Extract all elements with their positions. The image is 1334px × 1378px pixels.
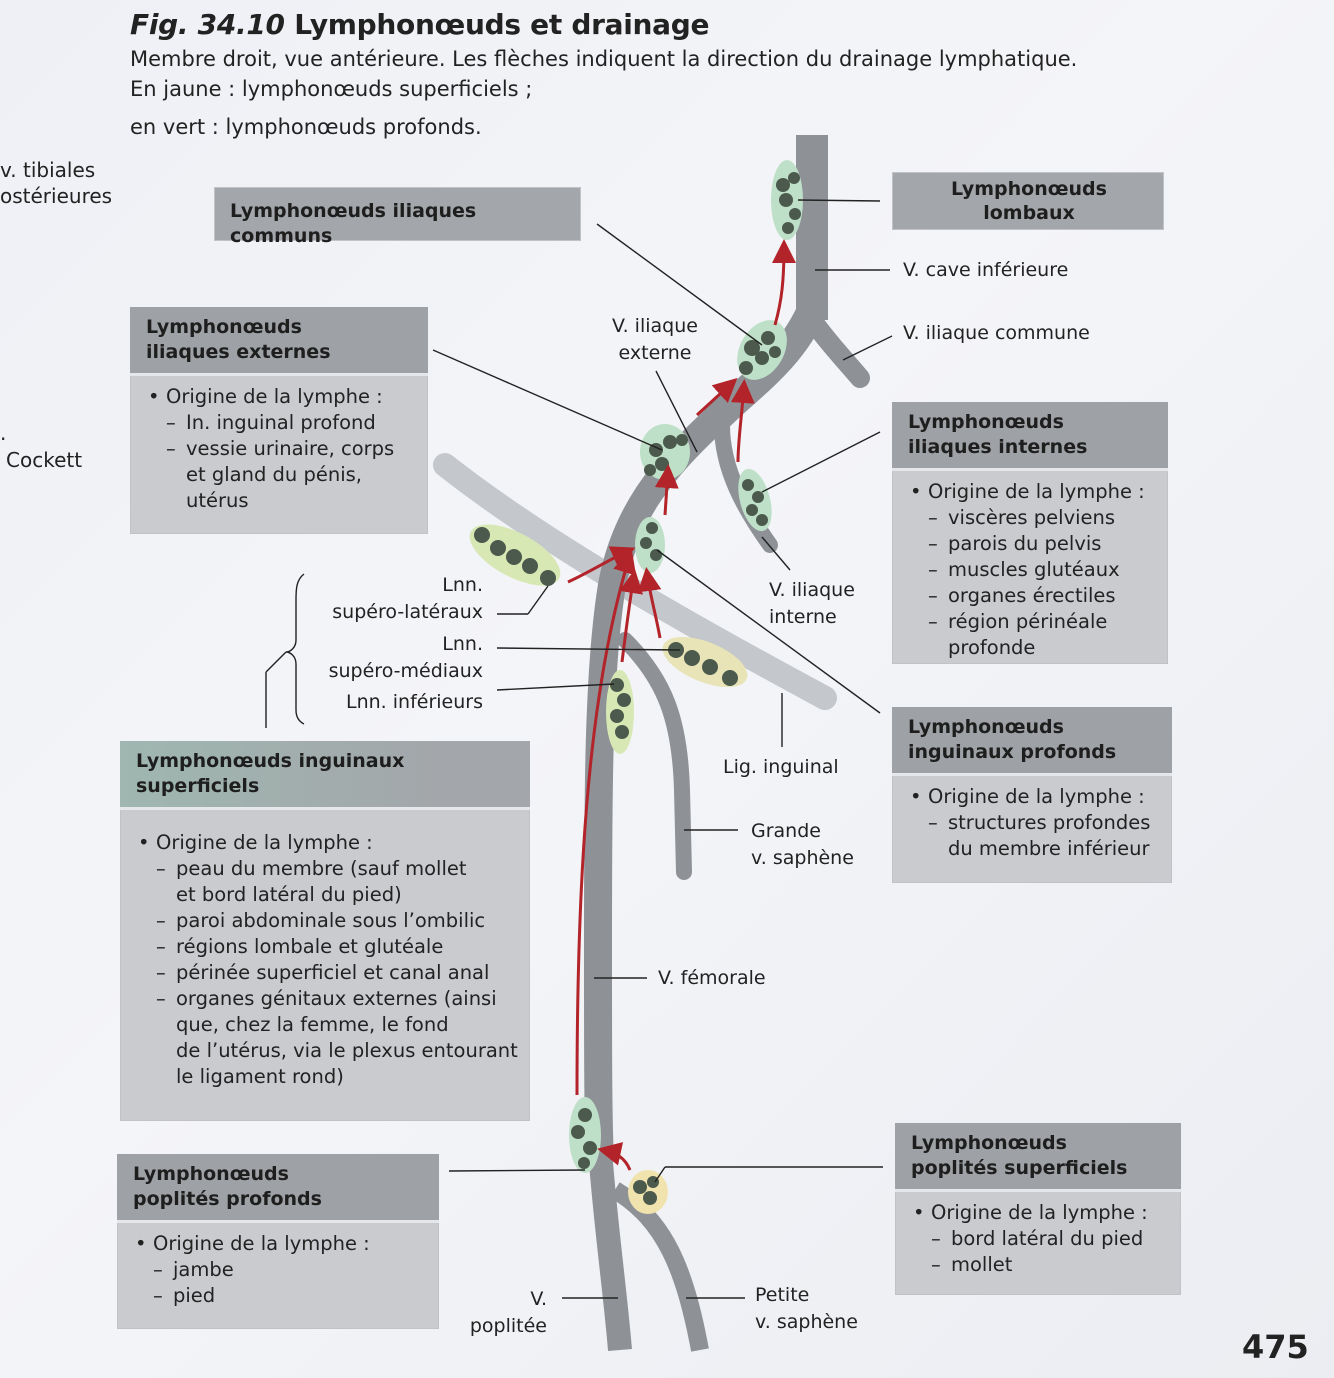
lymph-origin-heading: • Origine de la lymphe : — [911, 1200, 1171, 1226]
list-item-continuation: du membre inférieur — [948, 837, 1150, 860]
lymph-origin-heading: • Origine de la lymphe : — [908, 784, 1162, 810]
box-inguinaux-profonds-title — [892, 707, 1172, 773]
label-grande-v-saphene — [751, 818, 854, 872]
box-iliaques-internes-title-line-1: Lymphonœuds — [908, 411, 1064, 433]
lymph-origin-heading: • Origine de la lymphe : — [133, 1231, 429, 1257]
figure-subtitle-line-1: Membre droit, vue antérieure. Les flèches indiquent la direction du drainage lymphatique. — [130, 47, 1078, 71]
label-petite-v-saphene — [755, 1282, 858, 1336]
box-inguinaux-profonds-body — [892, 773, 1172, 870]
box-iliaques-internes-title — [892, 402, 1168, 468]
label-v-poplitee-line-2: poplitée — [469, 1315, 547, 1337]
figure-subtitle-line-3: en vert : lymphonœuds profonds. — [130, 115, 482, 139]
list-item: – bord latéral du pied — [911, 1226, 1171, 1252]
box-iliaques-internes-body — [892, 468, 1168, 669]
figure-title-text: Lymphonœuds et drainage — [294, 8, 710, 41]
box-inguinaux-profonds-title-line-1: Lymphonœuds — [908, 716, 1064, 738]
box-poplites-profonds-title-line-1: Lymphonœuds — [133, 1163, 289, 1185]
box-lombaux-title-line-2: lombaux — [983, 202, 1075, 224]
box-inguinaux-superficiels — [120, 741, 530, 1121]
box-inguinaux-profonds — [892, 707, 1172, 883]
lymph-origin-heading: • Origine de la lymphe : — [146, 384, 418, 410]
lymph-origin-heading: • Origine de la lymphe : — [908, 479, 1158, 505]
box-iliaques-externes — [130, 307, 428, 534]
list-item: – muscles glutéaux — [908, 557, 1158, 583]
label-petite-v-saphene-line-2: v. saphène — [755, 1311, 858, 1333]
list-item-continuation: et gland du pénis, — [186, 463, 362, 486]
popliteal-vein — [600, 1150, 620, 1350]
label-lnn-supero-lateraux — [310, 572, 483, 626]
box-lombaux-title — [892, 172, 1164, 233]
label-grande-v-saphene-line-2: v. saphène — [751, 847, 854, 869]
list-item: – In. inguinal profond — [146, 410, 418, 436]
box-poplites-profonds — [117, 1154, 439, 1329]
box-poplites-superficiels-body — [895, 1189, 1181, 1286]
label-v-iliaque-externe-line-2: externe — [618, 342, 692, 364]
box-poplites-superficiels-title — [895, 1123, 1181, 1189]
list-item-continuation: utérus — [186, 489, 249, 512]
label-lnn-supero-mediaux — [310, 631, 483, 685]
box-iliaques-externes-title — [130, 307, 428, 373]
label-lnn-supero-mediaux-line-2: supéro-médiaux — [328, 660, 483, 682]
list-item: – paroi abdominale sous l’ombilic — [136, 908, 520, 934]
great-saphenous-vein — [625, 640, 684, 872]
list-item: – pied — [133, 1283, 429, 1309]
list-item-continuation: que, chez la femme, le fond — [176, 1013, 449, 1036]
box-iliaques-internes-title-line-2: iliaques internes — [908, 436, 1088, 458]
label-lnn-supero-lateraux-line-2: supéro-latéraux — [332, 601, 483, 623]
box-iliaques-communs — [214, 187, 581, 247]
label-grande-v-saphene-line-1: Grande — [751, 820, 821, 842]
box-lombaux-title-line-1: Lymphonœuds — [951, 178, 1107, 200]
box-poplites-profonds-title-line-2: poplités profonds — [133, 1188, 322, 1210]
box-poplites-profonds-title — [117, 1154, 439, 1220]
margin-text-1: v. tibiales — [0, 158, 96, 182]
label-v-poplitee — [450, 1286, 547, 1340]
list-item: – organes érectiles — [908, 583, 1158, 609]
list-item: – structures profondes — [908, 810, 1162, 836]
list-item: – mollet — [911, 1252, 1171, 1278]
box-inguinaux-superficiels-title — [120, 741, 530, 807]
list-item-continuation: profonde — [948, 636, 1036, 659]
box-inguinaux-superficiels-body — [120, 807, 530, 1098]
margin-text-2: ostérieures — [0, 184, 113, 208]
label-v-cave-inferieure: V. cave inférieure — [903, 259, 1069, 281]
list-item: – périnée superficiel et canal anal — [136, 960, 520, 986]
label-v-femorale: V. fémorale — [658, 967, 766, 989]
list-item: – vessie urinaire, corps — [146, 436, 418, 462]
list-item: – région périnéale — [908, 609, 1158, 635]
list-item: – organes génitaux externes (ainsi — [136, 986, 520, 1012]
box-poplites-superficiels-title-line-2: poplités superficiels — [911, 1157, 1128, 1179]
box-iliaques-externes-title-line-2: iliaques externes — [146, 341, 331, 363]
box-iliaques-internes — [892, 402, 1168, 664]
label-v-iliaque-externe — [600, 313, 710, 367]
label-v-iliaque-commune: V. iliaque commune — [903, 322, 1090, 344]
lymph-origin-heading: • Origine de la lymphe : — [136, 830, 520, 856]
list-item: – régions lombale et glutéale — [136, 934, 520, 960]
label-v-iliaque-interne-line-2: interne — [769, 606, 837, 628]
label-v-poplitee-line-1: V. — [530, 1288, 547, 1310]
label-lig-inguinal: Lig. inguinal — [723, 756, 839, 778]
figure-subtitle-line-2: En jaune : lymphonœuds superficiels ; — [130, 77, 533, 101]
list-item-continuation: le ligament rond) — [176, 1065, 344, 1088]
margin-text-3: . — [0, 421, 7, 445]
box-poplites-profonds-body — [117, 1220, 439, 1317]
box-poplites-superficiels — [895, 1123, 1181, 1295]
label-v-iliaque-interne-line-1: V. iliaque — [769, 579, 855, 601]
box-iliaques-externes-title-line-1: Lymphonœuds — [146, 316, 302, 338]
list-item: – parois du pelvis — [908, 531, 1158, 557]
box-iliaques-communs-title: Lymphonœuds iliaques communs — [230, 200, 477, 247]
label-petite-v-saphene-line-1: Petite — [755, 1284, 810, 1306]
label-v-iliaque-externe-line-1: V. iliaque — [612, 315, 698, 337]
label-lnn-supero-lateraux-line-1: Lnn. — [442, 574, 483, 596]
box-iliaques-externes-body — [130, 373, 428, 522]
box-lombaux — [892, 172, 1164, 230]
margin-text-4: Cockett — [6, 448, 83, 472]
box-inguinaux-superficiels-title-line-1: Lymphonœuds inguinaux — [136, 750, 405, 772]
list-item: – viscères pelviens — [908, 505, 1158, 531]
list-item: – peau du membre (sauf mollet — [136, 856, 520, 882]
list-item-continuation: de l’utérus, via le plexus entourant — [176, 1039, 518, 1062]
box-inguinaux-superficiels-title-line-2: superficiels — [136, 775, 260, 797]
box-poplites-superficiels-title-line-1: Lymphonœuds — [911, 1132, 1067, 1154]
list-item-continuation: et bord latéral du pied) — [176, 883, 402, 906]
label-lnn-inferieurs: Lnn. inférieurs — [346, 691, 483, 713]
label-v-iliaque-interne — [769, 577, 855, 631]
figure-number: Fig. 34.10 — [130, 8, 285, 41]
box-inguinaux-profonds-title-line-2: inguinaux profonds — [908, 741, 1117, 763]
page-number: 475 — [1242, 1328, 1309, 1366]
label-lnn-supero-mediaux-line-1: Lnn. — [442, 633, 483, 655]
list-item: – jambe — [133, 1257, 429, 1283]
